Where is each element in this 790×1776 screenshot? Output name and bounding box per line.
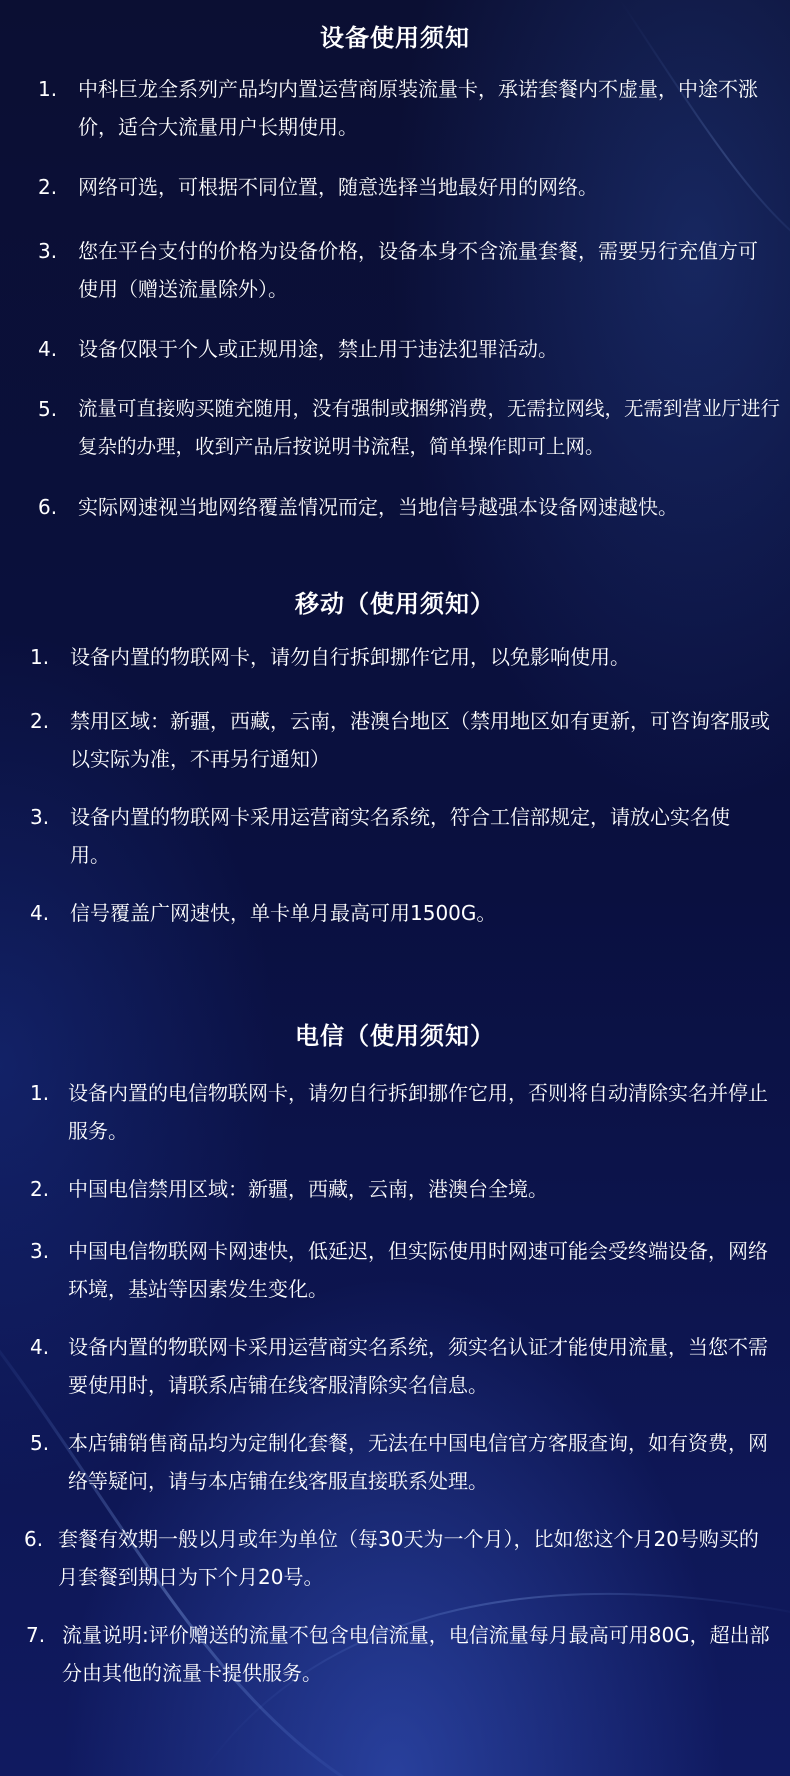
item-number: 2. bbox=[30, 709, 50, 733]
item-text: 设备内置的电信物联网卡，请勿自行拆卸挪作它用，否则将自动清除实名并停止服务。 bbox=[68, 1081, 768, 1143]
item-number: 2. bbox=[30, 1177, 50, 1201]
item-text: 设备内置的物联网卡，请勿自行拆卸挪作它用，以免影响使用。 bbox=[70, 645, 630, 669]
list-item bbox=[30, 798, 750, 874]
item-number: 6. bbox=[24, 1527, 44, 1551]
item-number: 5. bbox=[38, 397, 58, 421]
item-number: 4. bbox=[38, 337, 58, 361]
list-item bbox=[30, 1074, 770, 1150]
item-number: 4. bbox=[30, 901, 50, 925]
item-number: 6. bbox=[38, 495, 58, 519]
item-text: 设备内置的物联网卡采用运营商实名系统，符合工信部规定，请放心实名使用。 bbox=[70, 805, 730, 867]
item-text: 设备内置的物联网卡采用运营商实名系统，须实名认证才能使用流量，当您不需要使用时，请联系店铺在线客服清除实名信息。 bbox=[68, 1335, 768, 1397]
list-item bbox=[24, 1520, 774, 1596]
item-number: 2. bbox=[38, 175, 58, 199]
list-item bbox=[38, 232, 758, 308]
list-item bbox=[38, 168, 778, 206]
list-item bbox=[30, 702, 770, 778]
list-item bbox=[38, 70, 778, 146]
item-text: 中科巨龙全系列产品均内置运营商原装流量卡，承诺套餐内不虚量，中途不涨价，适合大流量用户长期使用。 bbox=[78, 77, 758, 139]
item-text: 流量可直接购买随充随用，没有强制或捆绑消费，无需拉网线，无需到营业厅进行复杂的办理，收到产品后按说明书流程，简单操作即可上网。 bbox=[78, 397, 781, 458]
item-text: 实际网速视当地网络覆盖情况而定，当地信号越强本设备网速越快。 bbox=[78, 495, 678, 519]
item-text: 您在平台支付的价格为设备价格，设备本身不含流量套餐，需要另行充值方可使用（赠送流量除外）。 bbox=[78, 239, 758, 301]
list-item bbox=[30, 1424, 770, 1500]
item-text: 流量说明:评价赠送的流量不包含电信流量，电信流量每月最高可用80G，超出部分由其他的流量卡提供服务。 bbox=[62, 1623, 770, 1685]
section-title-device: 设备使用须知 bbox=[320, 24, 470, 52]
section-title-mobile: 移动（使用须知） bbox=[295, 590, 495, 618]
item-text: 禁用区域：新疆，西藏，云南，港澳台地区（禁用地区如有更新，可咨询客服或以实际为准，不再另行通知） bbox=[70, 709, 770, 771]
item-number: 1. bbox=[30, 645, 50, 669]
list-item bbox=[30, 894, 770, 932]
item-number: 7. bbox=[26, 1623, 46, 1647]
list-item bbox=[30, 1232, 770, 1308]
item-text: 本店铺销售商品均为定制化套餐，无法在中国电信官方客服查询，如有资费，网络等疑问，请与本店铺在线客服直接联系处理。 bbox=[68, 1431, 768, 1493]
item-text: 设备仅限于个人或正规用途，禁止用于违法犯罪活动。 bbox=[78, 337, 558, 361]
list-item bbox=[30, 638, 770, 676]
item-text: 中国电信禁用区域：新疆，西藏，云南，港澳台全境。 bbox=[68, 1177, 548, 1201]
item-text: 信号覆盖广网速快，单卡单月最高可用1500G。 bbox=[70, 901, 497, 925]
item-number: 3. bbox=[30, 805, 50, 829]
item-number: 5. bbox=[30, 1431, 50, 1455]
item-number: 1. bbox=[38, 77, 58, 101]
item-number: 1. bbox=[30, 1081, 50, 1105]
section-title-telecom: 电信（使用须知） bbox=[295, 1022, 495, 1050]
item-text: 套餐有效期一般以月或年为单位（每30天为一个月），比如您这个月20号购买的月套餐到期日为下个月20号。 bbox=[58, 1527, 759, 1589]
item-text: 网络可选，可根据不同位置，随意选择当地最好用的网络。 bbox=[78, 175, 598, 199]
list-item bbox=[30, 1170, 770, 1208]
item-number: 3. bbox=[38, 239, 58, 263]
list-item bbox=[38, 390, 788, 466]
item-text: 中国电信物联网卡网速快，低延迟，但实际使用时网速可能会受终端设备，网络环境，基站等因素发生变化。 bbox=[68, 1239, 768, 1301]
list-item bbox=[38, 488, 788, 526]
list-item bbox=[38, 330, 778, 368]
item-number: 3. bbox=[30, 1239, 50, 1263]
list-item bbox=[30, 1328, 770, 1404]
item-number: 4. bbox=[30, 1335, 50, 1359]
list-item bbox=[26, 1616, 776, 1692]
